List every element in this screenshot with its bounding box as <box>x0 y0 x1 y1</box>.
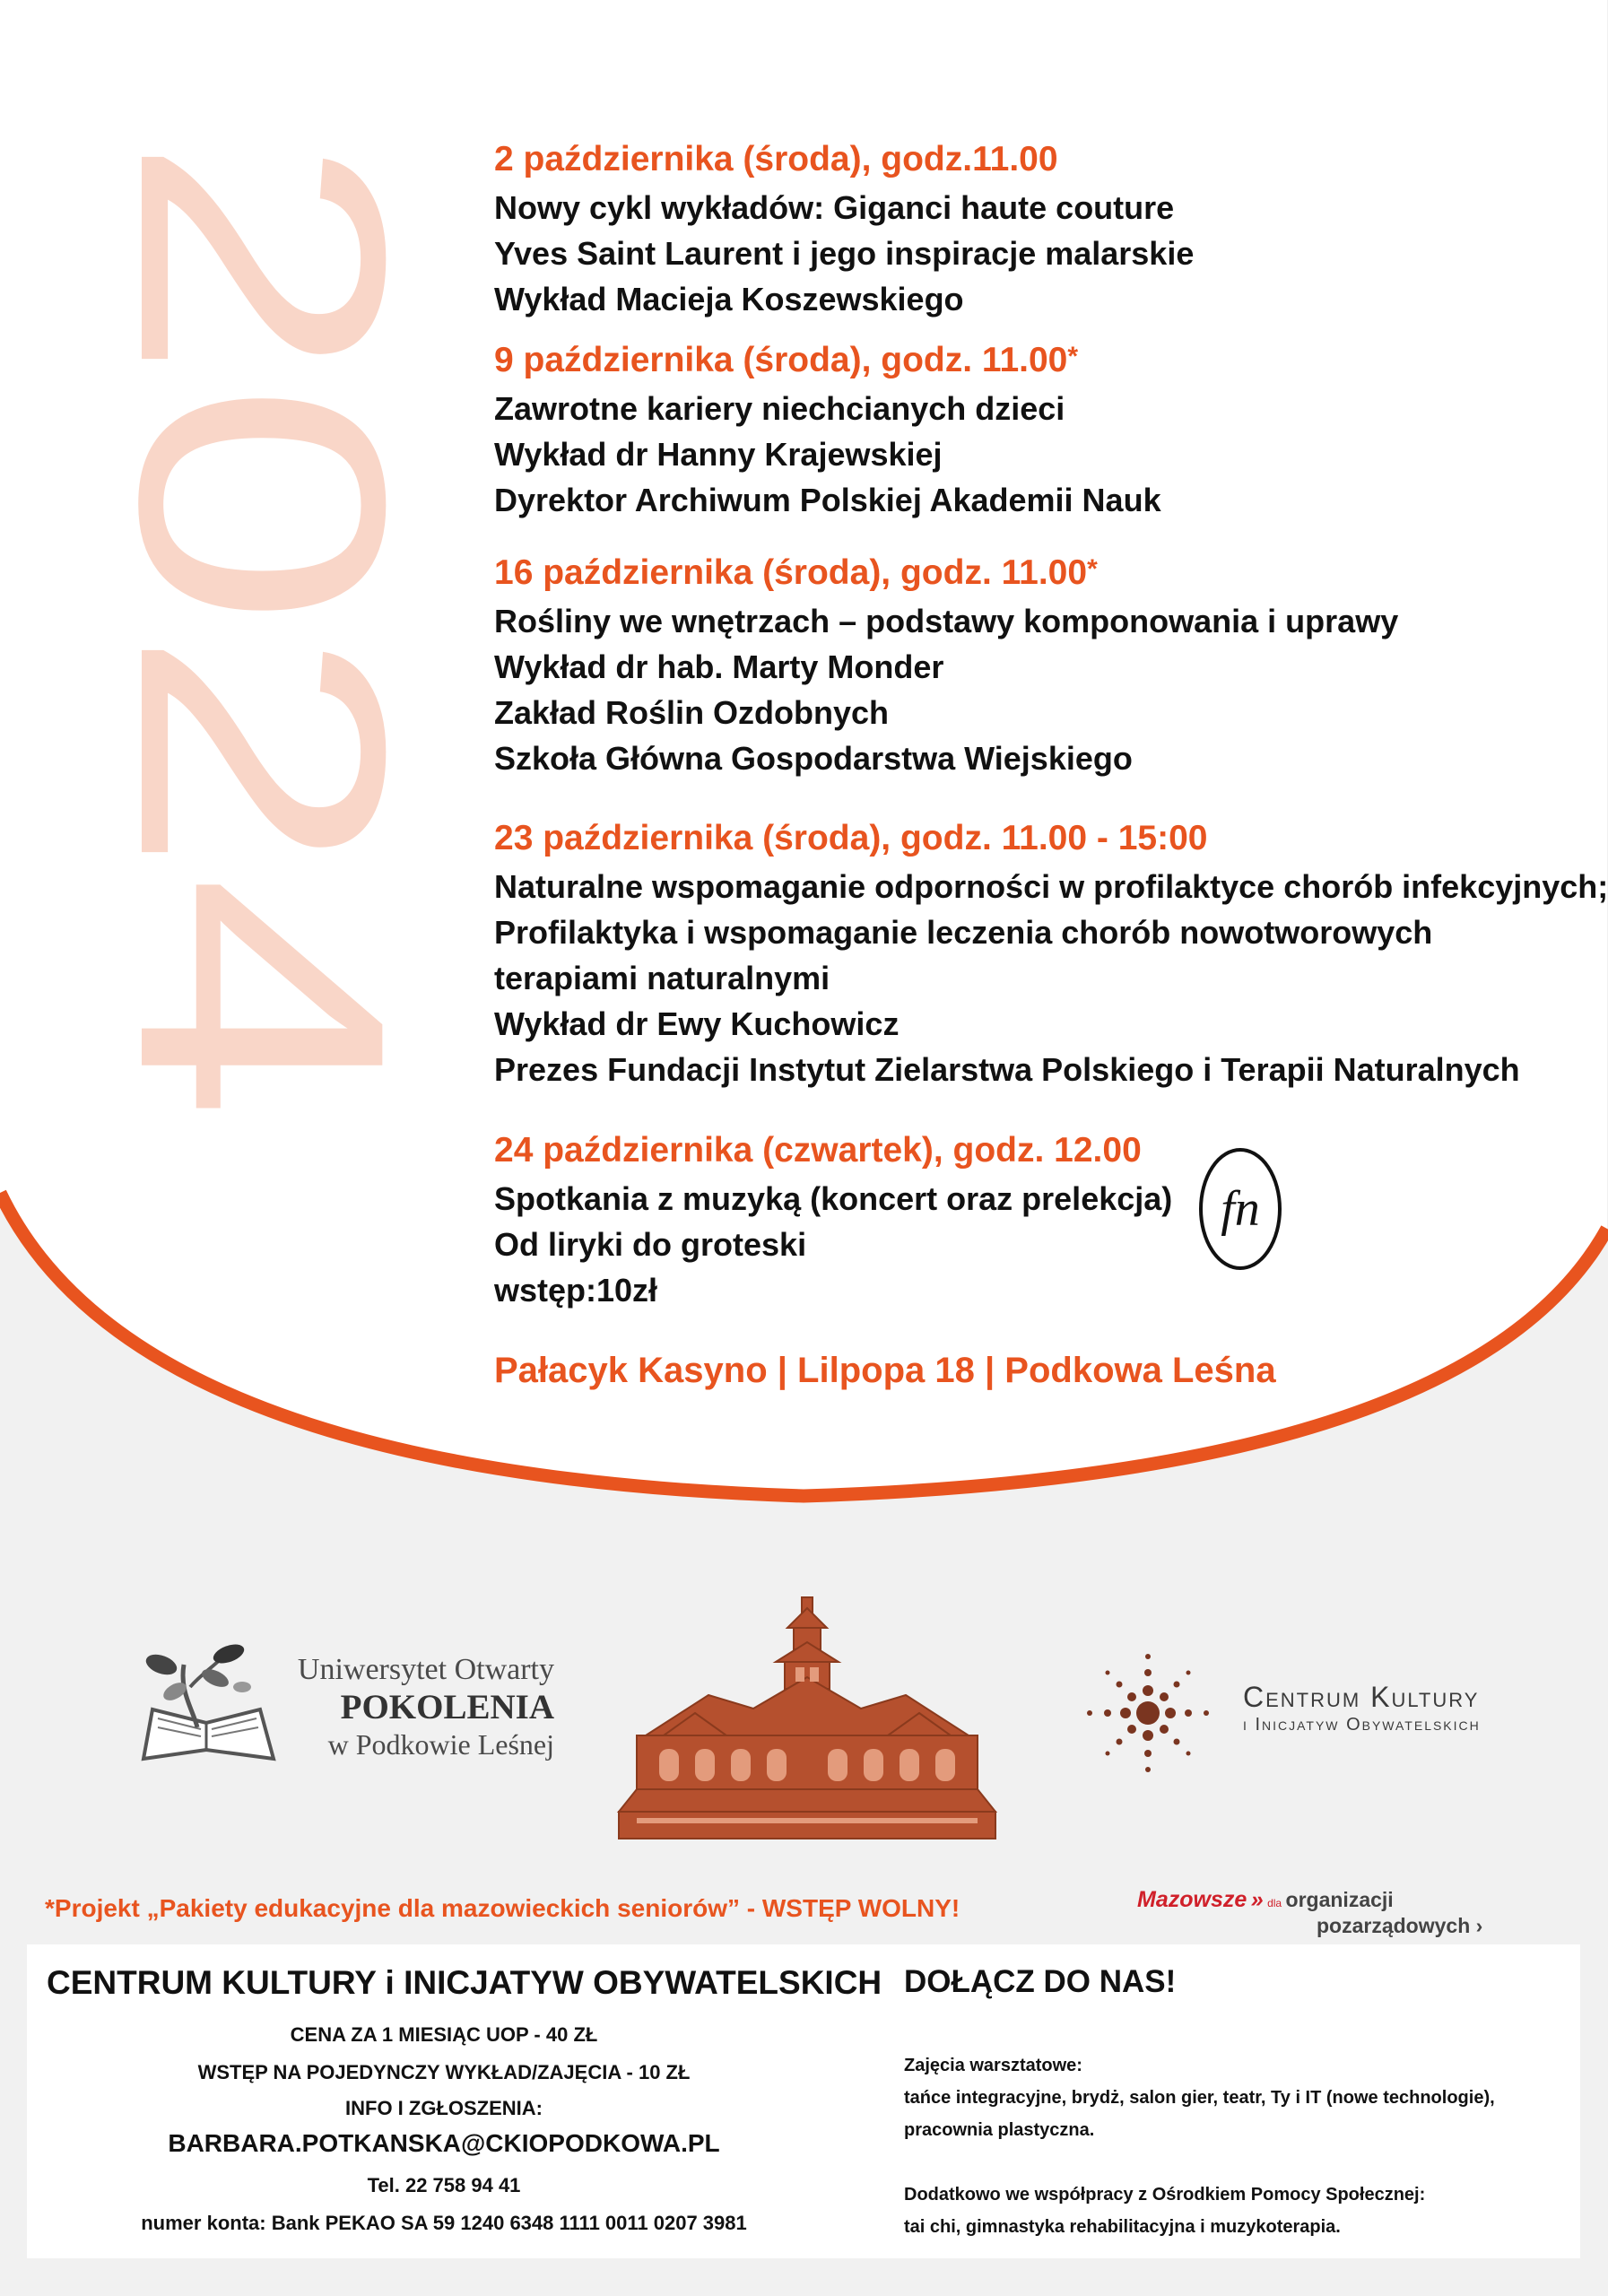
event-title: Nowy cykl wykładów: Giganci haute couture <box>494 189 1175 226</box>
year-watermark <box>67 135 458 1130</box>
workshops-title: Zajęcia warsztatowe: <box>904 2056 1082 2075</box>
info-label: INFO I ZGŁOSZENIA: <box>345 2097 543 2119</box>
ck-line1: Centrum Kultury <box>1243 1681 1480 1713</box>
event-line: Zakład Roślin Ozdobnych <box>494 694 890 731</box>
price-info: CENA ZA 1 MIESIĄC UOP - 40 ZŁ <box>290 2023 598 2046</box>
event-line: Yves Saint Laurent i jego inspiracje malarskie <box>494 235 1195 272</box>
event-lecturer: Wykład dr hab. Marty Monder <box>494 648 944 685</box>
uop-line2: POKOLENIA <box>340 1688 554 1726</box>
palace-building-icon <box>610 1592 1004 1848</box>
project-note: *Projekt „Pakiety edukacyjne dla mazowieckich seniorów” - WSTĘP WOLNY! <box>45 1894 960 1922</box>
event-line: Profilaktyka i wspomaganie leczenia chorób nowotworowych <box>494 914 1433 951</box>
event-date: 24 października (czwartek), godz. 12.00 <box>494 1131 1142 1170</box>
event-price: wstęp:10zł <box>494 1272 658 1309</box>
event-line: Szkoła Główna Gospodarstwa Wiejskiego <box>494 740 1133 777</box>
extra-list: tai chi, gimnastyka rehabilitacyjna i muzykoterapia. <box>904 2217 1341 2237</box>
extra-title: Dodatkowo we współpracy z Ośrodkiem Pomocy Społecznej: <box>904 2185 1426 2205</box>
join-heading: DOŁĄCZ DO NAS! <box>904 1964 1177 1999</box>
event-title: Zawrotne kariery niechcianych dzieci <box>494 390 1065 427</box>
event-date: 9 października (środa), godz. 11.00* <box>494 341 1079 379</box>
ck-line2: i Inicjatyw Obywatelskich <box>1243 1715 1481 1735</box>
workshops-list-cont: pracownia plastyczna. <box>904 2120 1095 2140</box>
event-5 <box>494 1126 1172 1313</box>
book-tree-icon <box>126 1638 292 1763</box>
svg-text:fn: fn <box>1221 1181 1260 1237</box>
single-price-info: WSTĘP NA POJEDYNCZY WYKŁAD/ZAJĘCIA - 10 ZŁ <box>197 2061 691 2083</box>
event-date: 23 października (środa), godz. 11.00 - 15:00 <box>494 819 1208 857</box>
workshops-list: tańce integracyjne, brydż, salon gier, teatr, Ty i IT (nowe technologie), <box>904 2088 1495 2108</box>
phone: Tel. 22 758 94 41 <box>367 2174 521 2196</box>
sun-dots-icon <box>1076 1646 1220 1780</box>
event-line: Dyrektor Archiwum Polskiej Akademii Nauk <box>494 482 1161 518</box>
venue: Pałacyk Kasyno | Lilpopa 18 | Podkowa Leśna <box>494 1351 1276 1390</box>
info-panel <box>27 1944 1580 2258</box>
event-date: 2 października (środa), godz.11.00 <box>494 140 1058 178</box>
uop-logo-text <box>276 1652 554 1761</box>
event-title: Rośliny we wnętrzach – podstawy komponowania i uprawy <box>494 603 1399 639</box>
event-lecturer: Wykład dr Ewy Kuchowicz <box>494 1005 900 1042</box>
ck-logo-text <box>1243 1681 1481 1736</box>
email-link[interactable]: BARBARA.POTKANSKA@CKIOPODKOWA.PL <box>168 2129 720 2157</box>
uop-line1: Uniwersytet Otwarty <box>297 1653 554 1686</box>
bank-account: numer konta: Bank PEKAO SA 59 1240 6348 1111 0011 0207 3981 <box>141 2212 747 2234</box>
event-4 <box>494 813 1608 1092</box>
mazowsze-logo: Mazowsze » dla organizacji pozarządowych › <box>1137 1887 1483 1937</box>
panel-title: CENTRUM KULTURY i INICJATYW OBYWATELSKICH <box>47 1964 882 2001</box>
event-lecturer: Wykład dr Hanny Krajewskiej <box>494 436 943 473</box>
event-title: Spotkania z muzyką (koncert oraz prelekcja) <box>494 1180 1173 1217</box>
year-text: 2024 <box>67 135 458 913</box>
event-line: terapiami naturalnymi <box>494 960 830 996</box>
event-date: 16 października (środa), godz. 11.00* <box>494 553 1098 592</box>
event-3 <box>494 548 1398 781</box>
event-line: Od liryki do groteski <box>494 1226 807 1263</box>
mazowsze-brand: Mazowsze <box>1137 1887 1247 1912</box>
event-line: Prezes Fundacji Instytut Zielarstwa Polskiego i Terapii Naturalnych <box>494 1051 1520 1088</box>
uop-line3: w Podkowie Leśnej <box>327 1728 554 1761</box>
event-title: Naturalne wspomaganie odporności w profilaktyce chorób infekcyjnych; <box>494 868 1608 905</box>
event-1 <box>494 135 1194 322</box>
event-2 <box>494 335 1161 523</box>
fn-logo <box>1197 1146 1283 1272</box>
event-lecturer: Wykład Macieja Koszewskiego <box>494 281 964 317</box>
